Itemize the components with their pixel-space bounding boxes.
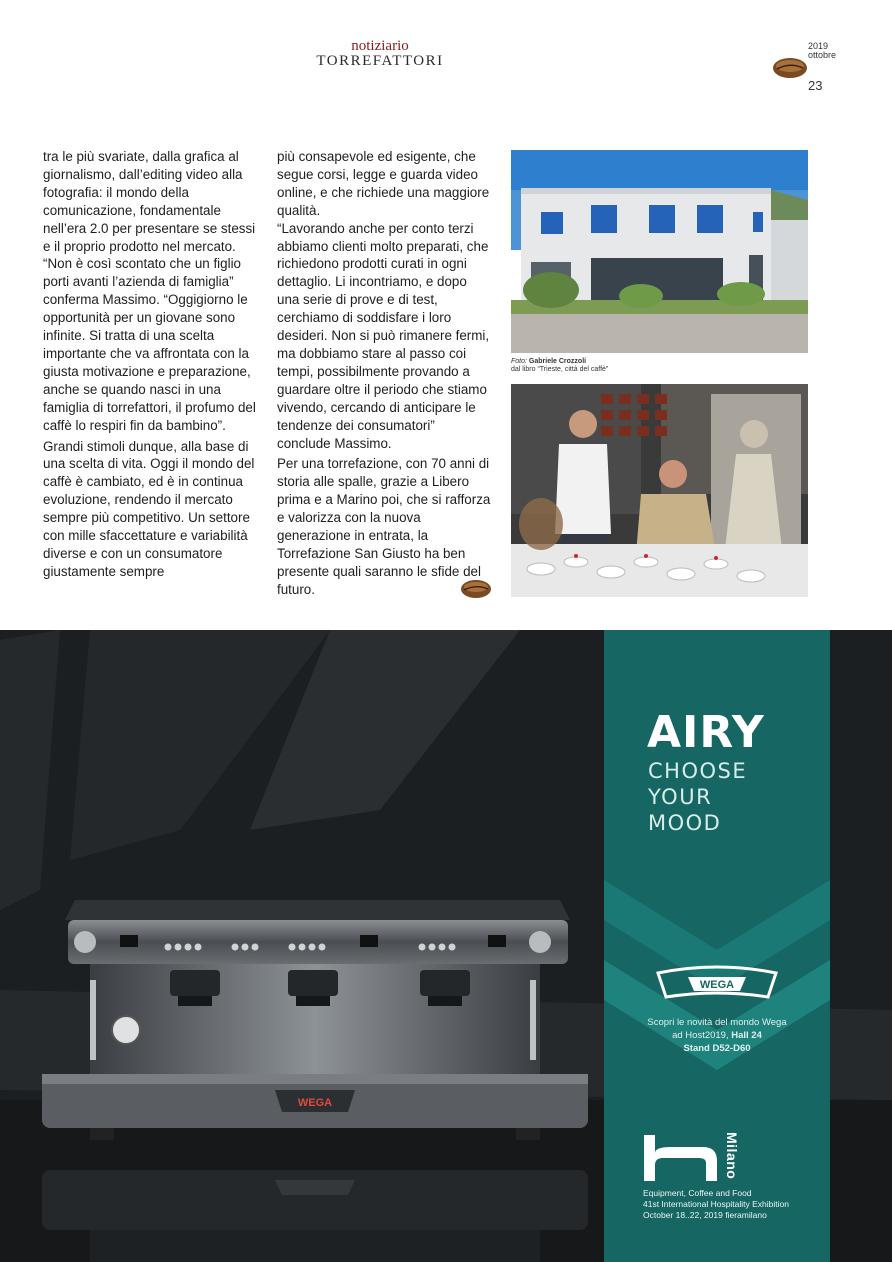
tagline-line: YOUR [648,785,713,809]
host-h-logo [641,1133,721,1183]
svg-text:WEGA: WEGA [297,1097,333,1109]
host-stand-text: Stand D52-D60 [683,1043,751,1054]
tagline-line: MOOD [648,811,722,835]
wega-logo [652,965,782,1005]
family-photo [511,384,808,597]
coffee-bean-icon [772,56,808,80]
masthead-bottom: TORREFATTORI [316,53,444,69]
issue-date [808,42,836,60]
page-number: 23 [808,78,823,93]
article-paragraph: tra le più svariate, dalla grafica al giornalismo, dall’editing video alla fotografia: il mondo della comunicazione, fondamentale nell’era 2.0 per presentare se stessi e il proprio prodotto nel mercato. “Non è così scontato che un figlio porti avanti l’azienda di famiglia” conferma Massimo. “Oggigiorno le opportunità per un giovane sono infinite. Si tratta di una scelta importante che va affrontata con la giusta motivazione e preparazione, anche se quando nasci in una famiglia di torrefattori, il profumo del caffè lo respiri fin da bambino”. [43,149,256,433]
issue-year: 2019 [808,41,829,51]
end-mark-bean-icon [460,578,492,600]
exhibition-line: Equipment, Coffee and Food [643,1188,752,1198]
host-stand [622,1042,812,1055]
article-paragraph: “Lavorando anche per conto terzi abbiamo clienti molto preparati, che richiedono prodotti curati in ogni dettaglio. Li incontriamo, e dopo una serie di prove e di test, cerchiamo di soddisfare i loro desideri. Non si può rimanere fermi, ma dobbiamo stare al passo coi tempi, possibilmente provando a guardare oltre il periodo che stiamo vivendo, cercando di anticipare le tendenze dei consumatori” conclude Massimo. [277,220,490,451]
espresso-machine-illustration [30,890,600,1262]
exhibition-line: 41st International Hospitality Exhibition [643,1199,789,1209]
ad-headline: AIRY [647,707,765,758]
host-line-prefix: ad Host2019, [672,1030,729,1041]
building-photo [511,150,808,353]
tagline-line: CHOOSE [648,759,748,783]
host-hall: Hall 24 [731,1030,762,1041]
wega-logo-text: WEGA [699,979,735,991]
article-column-1 [43,148,258,584]
exhibition-line: October 18..22, 2019 fieramilano [643,1210,767,1220]
article-paragraph: Per una torrefazione, con 70 anni di storia alle spalle, grazie a Libero prima e a Marino poi, che si rafforza e valorizza con la nuova generazione in entrata, la Torrefazione San Giusto ha ben presente quali saranno le sfide del futuro. [277,456,491,597]
caption-prefix: Foto: [511,358,527,365]
milano-label: Milano [724,1132,740,1180]
exhibition-info [643,1188,789,1221]
host-line: Scopri le novità del mondo Wega [647,1017,787,1028]
article-paragraph: Grandi stimoli dunque, alla base di una scelta di vita. Oggi il mondo del caffè è cambiato, ed è in continua evoluzione, rendendo il mercato sempre più competitivo. Un settore con mille sfaccettature e variabilità diverse e con un consumatore giustamente sempre [43,438,255,579]
article-paragraph: più consapevole ed esigente, che segue corsi, legge e guarda video online, e che richiede una maggiore qualità. [277,149,490,218]
masthead [290,40,470,69]
masthead-top: notiziario [351,38,409,54]
caption-source: dal libro “Trieste, città del caffè” [511,366,609,373]
ad-tagline [648,758,747,836]
issue-month: ottobre [808,50,837,60]
caption-photographer: Gabriele Crozzoli [528,358,587,365]
article-column-2 [277,148,492,602]
host-promo [622,1016,812,1055]
photo-caption [511,358,808,374]
host-line [622,1029,812,1042]
